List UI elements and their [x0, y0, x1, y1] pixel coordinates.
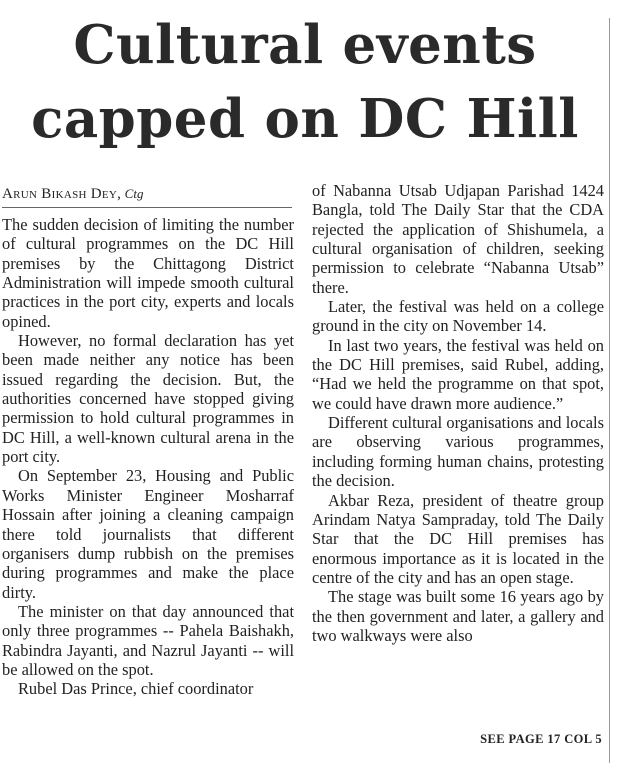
paragraph: The sudden decision of limiting the number of cultural programmes on the DC Hill premises by the Chittagong District Administration will impede smooth cultural practices in the port city, experts and locals opined. [2, 215, 294, 331]
byline-divider [2, 207, 292, 208]
continuation-jump: SEE PAGE 17 COL 5 [480, 732, 602, 746]
paragraph: On September 23, Housing and Public Works Minister Engineer Mosharraf Hossain after joining a cleaning campaign there told journalists that different organisers dump rubbish on the premises during programmes and make the place dirty. [2, 466, 294, 602]
paragraph: However, no formal declaration has yet been made neither any notice has been issued regarding the decision. But, the authorities concerned have stopped giving permission to hold cultural programmes in DC Hill, a well-known cultural arena in the port city. [2, 331, 294, 467]
byline: Arun Bikash Dey, Ctg [2, 186, 144, 202]
paragraph: Different cultural organisations and locals are observing various programmes, including forming human chains, protesting the decision. [312, 413, 604, 491]
paragraph: of Nabanna Utsab Udjapan Parishad 1424 Bangla, told The Daily Star that the CDA rejected the application of Shishumela, a cultural organisation of children, seeking permission to celebrate “Nabanna Utsab” there. [312, 181, 604, 297]
paragraph: The minister on that day announced that only three programmes -- Pahela Baishakh, Rabindra Jayanti, and Nazrul Jayanti -- will be allowed on the spot. [2, 601, 294, 679]
paragraph: Akbar Reza, president of theatre group Arindam Natya Sampraday, told The Daily Star that the DC Hill premises has enormous importance as it is located in the centre of the city and has an open stage. [312, 490, 604, 587]
paragraph: Later, the festival was held on a college ground in the city on November 14. [312, 297, 604, 336]
byline-author: Arun Bikash Dey [2, 186, 118, 202]
column-divider [609, 18, 610, 763]
article-column-2 [312, 181, 604, 645]
paragraph: In last two years, the festival was held on the DC Hill premises, said Rubel, adding, “Had we held the programme on that spot, we could have drawn more audience.” [312, 335, 604, 413]
article-column-1 [2, 215, 294, 699]
article-headline: Cultural events capped on DC Hill [31, 14, 579, 150]
paragraph: The stage was built some 16 years ago by the then government and later, a gallery and two walkways were also [312, 587, 604, 645]
paragraph: Rubel Das Prince, chief coordinator [18, 679, 254, 699]
byline-location: Ctg [124, 186, 144, 201]
